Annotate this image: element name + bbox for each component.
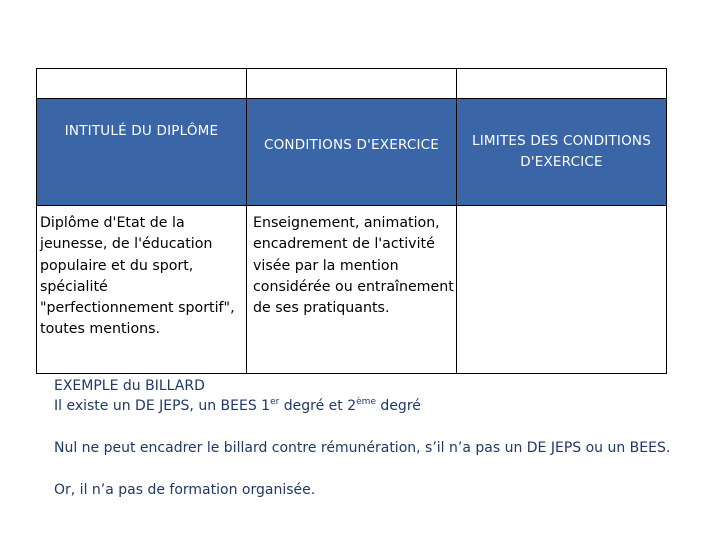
notes-section <box>54 376 674 500</box>
example-text-part: degré et 2 <box>279 398 357 414</box>
example-title: EXEMPLE du BILLARD <box>54 378 205 394</box>
training-paragraph: Or, il n’a pas de formation organisée. <box>54 482 316 498</box>
remuneration-paragraph: Nul ne peut encadrer le billard contre rémunération, s’il n’a pas un DE JEPS ou un BEES. <box>54 440 671 456</box>
superscript: er <box>270 397 280 407</box>
diploma-table <box>36 68 667 374</box>
cell-limits <box>457 206 667 374</box>
table-cell-empty <box>247 69 457 99</box>
example-text-part: degré <box>375 398 421 414</box>
cell-conditions: Enseignement, animation, encadrement de l'activité visée par la mention considérée ou entraînement de ses pratiquants. <box>247 206 457 374</box>
example-text-part: Il existe un DE JEPS, un BEES 1 <box>54 398 271 414</box>
table-cell-empty <box>457 69 667 99</box>
table-cell-empty <box>37 69 247 99</box>
example-diplomas-line <box>54 396 674 416</box>
header-limits: LIMITES DES CONDITIONS D'EXERCICE <box>457 99 667 206</box>
table-row <box>37 206 667 374</box>
header-diploma-title: INTITULÉ DU DIPLÔME <box>37 99 247 206</box>
table-empty-top-row <box>37 69 667 99</box>
cell-diploma: Diplôme d'Etat de la jeunesse, de l'éducation populaire et du sport, spécialité "perfectionnement sportif", toutes mentions. <box>37 206 247 374</box>
superscript: ème <box>356 397 376 407</box>
header-conditions: CONDITIONS D'EXERCICE <box>247 99 457 206</box>
table-header-row <box>37 99 667 206</box>
